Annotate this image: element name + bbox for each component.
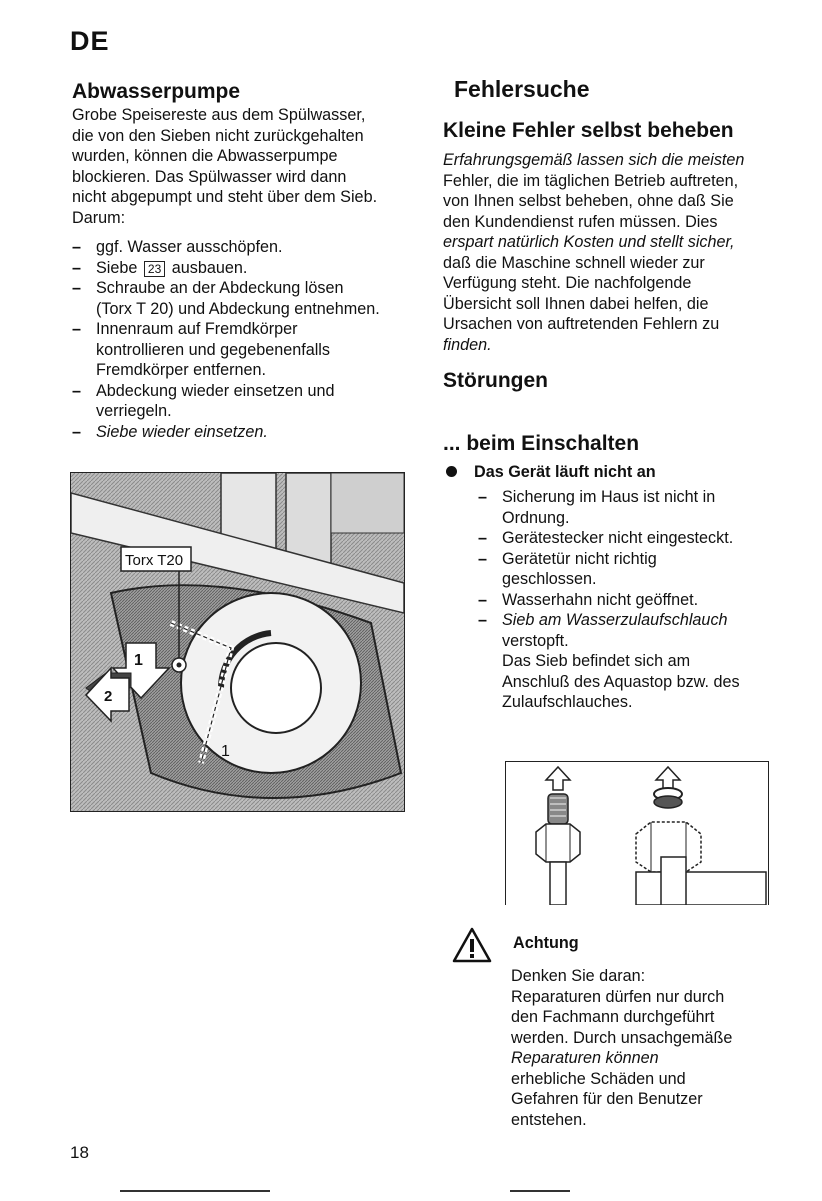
subsection-beim-einschalten: ... beim Einschalten [443, 432, 640, 455]
text-line: den Kundendienst rufen müssen. Dies [443, 212, 718, 231]
pump-cover-drawing [71, 473, 404, 811]
text-line: entstehen. [511, 1110, 587, 1129]
text-line: Abdeckung wieder einsetzen und [96, 381, 335, 400]
subtitle-kleine-fehler: Kleine Fehler selbst beheben [443, 119, 734, 142]
inlet-filter-drawing [506, 762, 768, 905]
arrow-1-label: 1 [134, 652, 143, 669]
marker-label: 1 [221, 743, 230, 760]
text-line: daß die Maschine schnell wieder zur [443, 253, 705, 272]
text-line: Gerätetür nicht richtig [502, 549, 657, 568]
cause-item [478, 487, 778, 528]
cause-item [478, 549, 778, 590]
text-line: kontrollieren und gegebenenfalls [96, 340, 330, 359]
step-item [72, 278, 417, 319]
text-line: Siebe 23 ausbauen. [96, 258, 248, 277]
intro-text-left [72, 105, 412, 228]
dash-marker: – [72, 320, 82, 338]
arrow-up-icon [546, 767, 570, 790]
arrow-2-label: 2 [104, 688, 113, 705]
text-line: blockieren. Das Spülwasser wird dann [72, 167, 347, 186]
text-line: ggf. Wasser ausschöpfen. [96, 238, 283, 256]
text-line: erhebliche Schäden und [511, 1069, 686, 1088]
arrow-up-icon [656, 767, 680, 790]
text-line: Reparaturen können [511, 1049, 659, 1067]
dash-marker: – [72, 381, 82, 400]
section-title-abwasserpumpe: Abwasserpumpe [72, 80, 241, 103]
text-line: den Fachmann durchgeführt [511, 1008, 715, 1026]
text-line: Wasserhahn nicht geöffnet. [502, 590, 699, 609]
text-line: nicht abgepumpt und steht über dem Sieb. [72, 188, 378, 206]
section-title-fehlersuche: Fehlersuche [454, 76, 590, 102]
text-line: (Torx T 20) und Abdeckung entnehmen. [96, 299, 380, 318]
bullet-dot [446, 466, 457, 477]
text-line: verstopft. [502, 631, 569, 650]
text-line: von Ihnen selbst beheben, ohne daß Sie [443, 192, 734, 210]
warning-text [511, 966, 781, 1130]
dash-marker: – [72, 238, 82, 256]
warning-title: Achtung [513, 934, 579, 952]
step-item [72, 381, 417, 422]
torx-label: Torx T20 [125, 552, 184, 569]
section-title-stoerungen: Störungen [443, 369, 548, 392]
text-line: wurden, können die Abwasserpumpe [72, 147, 338, 165]
text-line: Sicherung im Haus ist nicht in [502, 488, 716, 506]
dash-marker: – [478, 529, 488, 547]
text-line: Das Sieb befindet sich am [502, 652, 691, 670]
text-line: Sieb am Wasserzulaufschlauch [502, 611, 728, 629]
footer-rule [120, 1190, 270, 1192]
text-line: Gerätestecker nicht eingesteckt. [502, 529, 734, 547]
text-line: Ordnung. [502, 508, 570, 527]
cause-item [478, 590, 778, 611]
text-line: Anschluß des Aquastop bzw. des [502, 672, 740, 691]
dash-marker: – [478, 590, 488, 609]
step-item [72, 258, 417, 279]
steps-list [72, 237, 417, 442]
text-line: erspart natürlich Kosten und stellt sicher, [443, 233, 735, 251]
text-line: Fehler, die im täglichen Betrieb auftreten, [443, 171, 739, 190]
text-line: finden. [443, 335, 492, 354]
text-line: die von den Sieben nicht zurückgehalten [72, 126, 364, 145]
text-line: Darum: [72, 208, 126, 227]
pump-cover-illustration [70, 472, 405, 812]
text-line: Zulaufschlauches. [502, 693, 633, 711]
figure-reference-badge: 23 [144, 261, 165, 277]
dash-marker: – [72, 279, 82, 297]
inlet-filter-illustration [505, 761, 769, 905]
text-line: Fremdkörper entfernen. [96, 361, 267, 379]
page-number: 18 [70, 1143, 89, 1162]
step-item [72, 422, 417, 443]
problem-heading: Das Gerät läuft nicht an [474, 463, 656, 481]
step-item [72, 237, 417, 258]
text-line: Denken Sie daran: [511, 967, 646, 985]
text-line: Erfahrungsgemäß lassen sich die meisten [443, 151, 745, 169]
dash-marker: – [478, 549, 488, 568]
text-line: Gefahren für den Benutzer [511, 1090, 703, 1108]
step-item [72, 319, 417, 381]
dash-marker: – [72, 422, 82, 441]
dash-marker: – [72, 258, 82, 277]
text-line: Reparaturen dürfen nur durch [511, 987, 725, 1006]
text-line: Innenraum auf Fremdkörper [96, 320, 298, 338]
intro-text-right [443, 150, 788, 355]
dash-marker: – [478, 611, 488, 629]
text-line: Grobe Speisereste aus dem Spülwasser, [72, 106, 366, 124]
language-tag: DE [70, 26, 110, 56]
text-line: Verfügung steht. Die nachfolgende [443, 274, 692, 292]
text-line: Übersicht soll Ihnen dabei helfen, die [443, 294, 709, 313]
text-line: Siebe wieder einsetzen. [96, 422, 268, 441]
dash-marker: – [478, 488, 488, 506]
text-line: Ursachen von auftretenden Fehlern zu [443, 315, 720, 333]
text-line: verriegeln. [96, 402, 172, 420]
text-line: Schraube an der Abdeckung lösen [96, 279, 344, 297]
text-line: werden. Durch unsachgemäße [511, 1028, 733, 1047]
text-line: geschlossen. [502, 570, 597, 588]
cause-item [478, 610, 778, 713]
footer-rule [510, 1190, 570, 1192]
warning-triangle-icon [452, 927, 492, 963]
causes-list [478, 487, 778, 713]
cause-item [478, 528, 778, 549]
